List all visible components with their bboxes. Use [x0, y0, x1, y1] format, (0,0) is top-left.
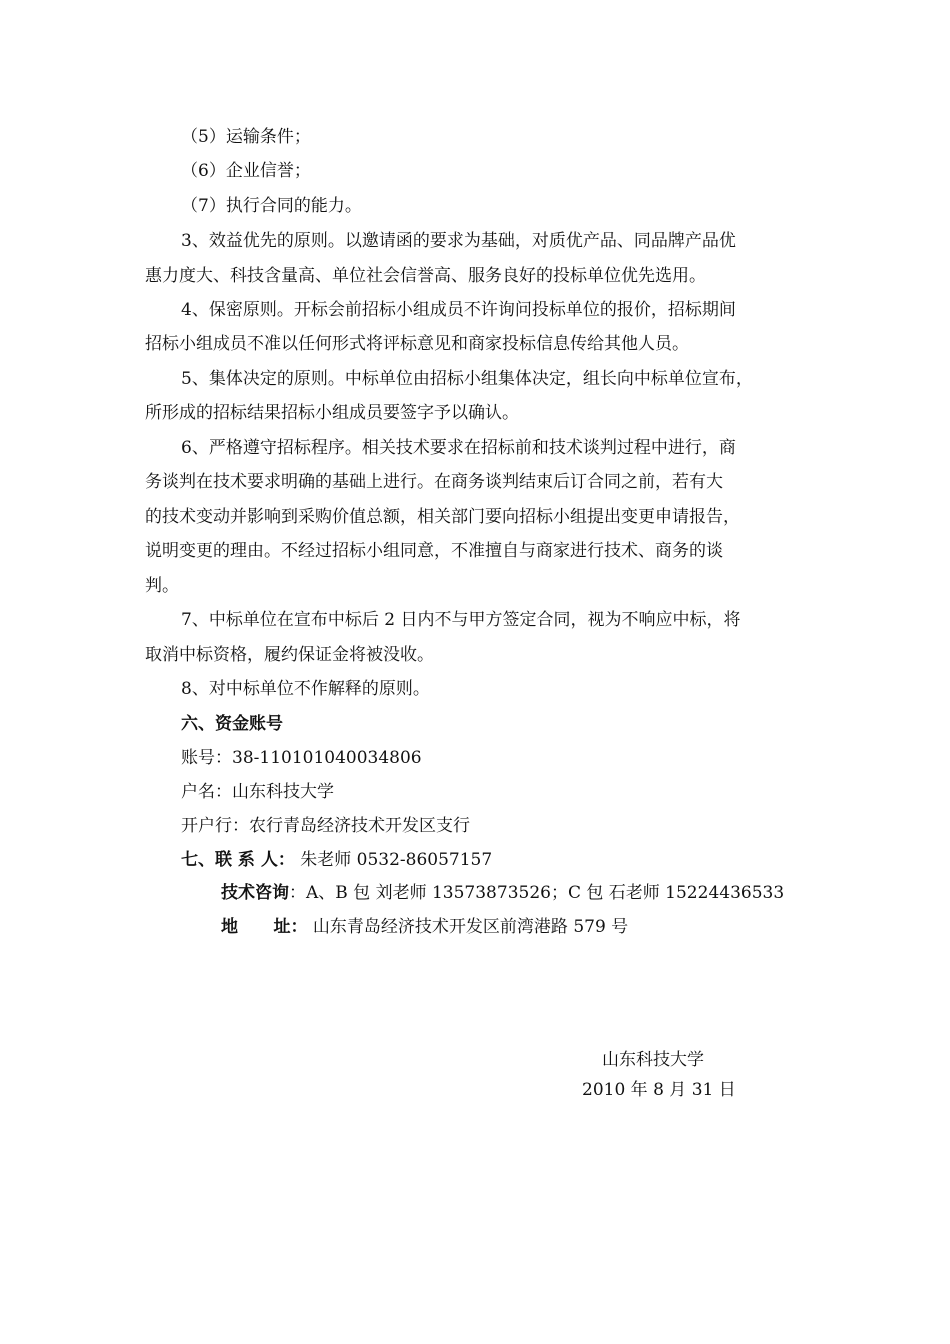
account-name: 户名：山东科技大学 [181, 782, 334, 802]
principle-6-line-2: 务谈判在技术要求明确的基础上进行。在商务谈判结束后订合同之前，若有大 [145, 472, 723, 492]
item-7: （7）执行合同的能力。 [181, 196, 362, 216]
principle-6-line-4: 说明变更的理由。不经过招标小组同意，不准擅自与商家进行技术、商务的谈 [145, 541, 723, 561]
signature-date: 2010 年 8 月 31 日 [582, 1080, 736, 1100]
address-label: 地 址： [221, 917, 308, 937]
principle-8: 8、对中标单位不作解释的原则。 [181, 679, 430, 699]
contact-label: 七、联 系 人： [181, 850, 295, 870]
principle-4-line-1: 4、保密原则。开标会前招标小组成员不许询问投标单位的报价，招标期间 [181, 300, 736, 320]
bank-name: 开户行：农行青岛经济技术开发区支行 [181, 816, 470, 836]
principle-5-line-2: 所形成的招标结果招标小组成员要签字予以确认。 [145, 403, 519, 423]
account-number: 账号：38-110101040034806 [181, 748, 422, 768]
principle-7-line-2: 取消中标资格，履约保证金将被没收。 [145, 645, 434, 665]
address-line [221, 916, 891, 938]
principle-4-line-2: 招标小组成员不准以任何形式将评标意见和商家投标信息传给其他人员。 [145, 334, 689, 354]
principle-3-line-1: 3、效益优先的原则。以邀请函的要求为基础，对质优产品、同品牌产品优 [181, 231, 736, 251]
address-value: 山东青岛经济技术开发区前湾港路 579 号 [312, 917, 629, 937]
signature-org: 山东科技大学 [602, 1050, 704, 1070]
tech-consult-line [221, 882, 891, 904]
principle-3-line-2: 惠力度大、科技含量高、单位社会信誉高、服务良好的投标单位优先选用。 [145, 266, 706, 286]
principle-6-line-5: 判。 [145, 576, 179, 596]
section-funds-heading: 六、资金账号 [181, 714, 283, 734]
principle-5-line-1: 5、集体决定的原则。中标单位由招标小组集体决定，组长向中标单位宣布， [181, 369, 753, 389]
item-6: （6）企业信誉； [181, 161, 311, 181]
principle-6-line-1: 6、严格遵守招标程序。相关技术要求在招标前和技术谈判过程中进行，商 [181, 438, 736, 458]
principle-7-line-1: 7、中标单位在宣布中标后 2 日内不与甲方签定合同，视为不响应中标，将 [181, 610, 741, 630]
principle-6-line-3: 的技术变动并影响到采购价值总额，相关部门要向招标小组提出变更申请报告， [145, 507, 740, 527]
contact-line [181, 849, 851, 871]
item-5: （5）运输条件； [181, 127, 311, 147]
tech-consult-value: ：A、B 包 刘老师 13573873526；C 包 石老师 15224436533 [289, 883, 785, 903]
tech-consult-label: 技术咨询 [221, 883, 289, 903]
contact-person: 朱老师 0532-86057157 [300, 850, 493, 870]
